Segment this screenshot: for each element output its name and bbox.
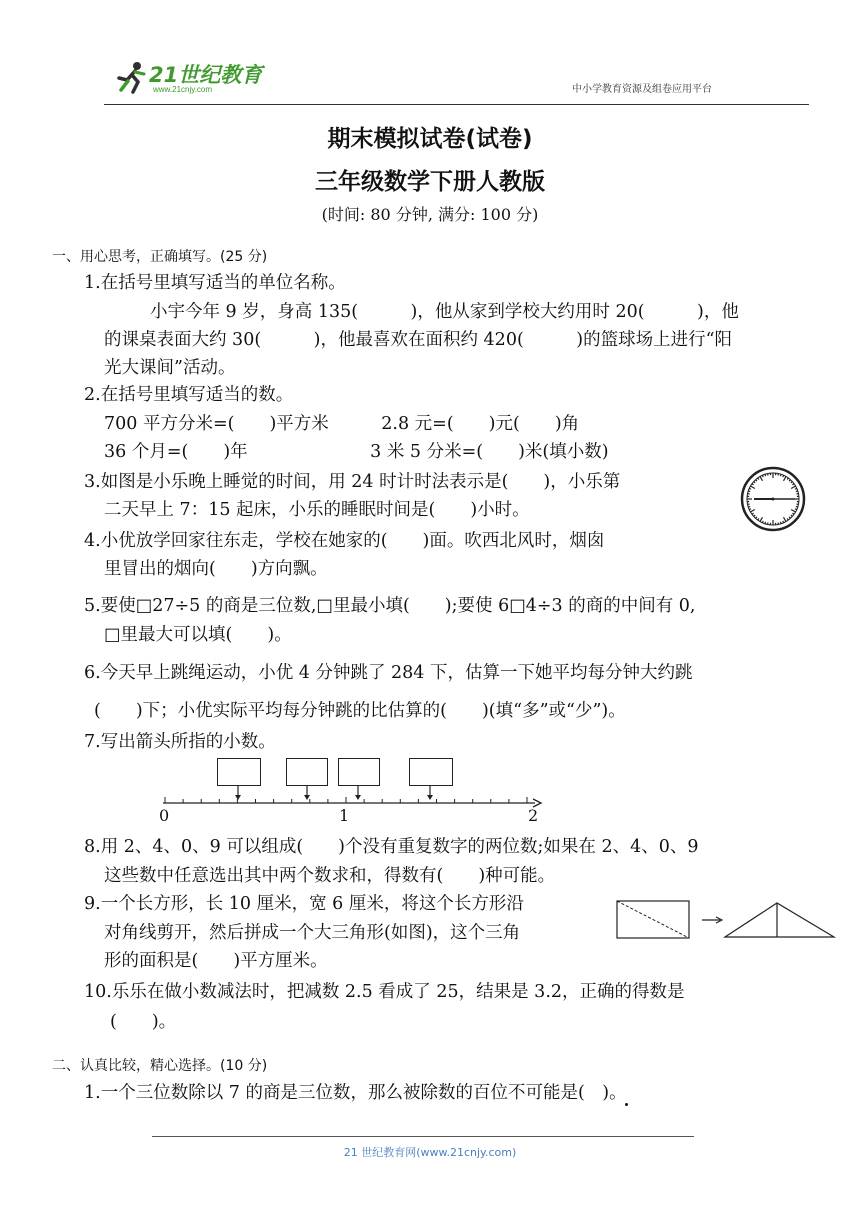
- clock-tick: [780, 522, 781, 524]
- clock-tick: [748, 491, 750, 492]
- question-line: 里冒出的烟向( )方向飘。: [104, 559, 328, 579]
- section-heading: 一、用心思考，正确填写。(25 分): [52, 249, 268, 265]
- number-line-label-0: 0: [159, 806, 170, 825]
- clock-tick: [762, 521, 763, 523]
- question-line: 7.写出箭头所指的小数。: [84, 732, 276, 752]
- clock-tick: [762, 475, 763, 477]
- question-line: 36 个月=( )年 3 米 5 分米=( )米(填小数): [104, 442, 609, 462]
- question-line: □里最大可以填( )。: [104, 625, 292, 645]
- question-line: 对角线剪开，然后拼成一个大三角形(如图)，这个三角: [104, 923, 521, 943]
- answer-box: [286, 758, 328, 786]
- clock-tick: [783, 475, 784, 477]
- question-line: 6.今天早上跳绳运动，小优 4 分钟跳了 284 下，估算一下她平均每分钟大约跳: [84, 663, 693, 683]
- section-heading: 二、认真比较，精心选择。(10 分): [52, 1058, 268, 1074]
- question-line: ( )。: [110, 1012, 177, 1032]
- question-line: 10.乐乐在做小数减法时，把减数 2.5 看成了 25，结果是 3.2，正确的得数是: [84, 982, 685, 1002]
- rectangle-triangle-figure: [612, 893, 842, 943]
- question-line: 700 平方分米=( )平方米 2.8 元=( )元( )角: [104, 414, 580, 434]
- footer-text: 21 世纪教育网(www.21cnjy.com): [343, 1146, 517, 1159]
- question-line: 8.用 2、4、0、9 可以组成( )个没有重复数字的两位数;如果在 2、4、0、9: [84, 837, 699, 857]
- number-line-label-1: 1: [339, 806, 350, 825]
- clock-tick: [783, 521, 784, 523]
- clock-tick: [796, 491, 798, 492]
- question-line: 这些数中任意选出其中两个数求和，得数有( )种可能。: [104, 866, 556, 886]
- answer-box: [217, 758, 261, 786]
- page-subtitle: 三年级数学下册人教版: [315, 169, 545, 195]
- brand-url: www.21cnjy.com: [153, 85, 212, 94]
- question-line: 2.在括号里填写适当的数。: [84, 385, 294, 405]
- clock-tick: [795, 488, 797, 489]
- exam-info: (时间: 80 分钟, 满分: 100 分): [321, 205, 539, 224]
- brand-logo: [113, 58, 283, 100]
- clock-tick: [795, 509, 797, 510]
- clock-tick: [748, 506, 750, 507]
- answer-box: [338, 758, 380, 786]
- clock-tick: [749, 488, 751, 489]
- question-line: 1.在括号里填写适当的单位名称。: [84, 273, 346, 293]
- clock-tick: [780, 474, 781, 476]
- clock-tick: [796, 506, 798, 507]
- brand-name: 21世纪教育: [149, 63, 263, 87]
- emphasis-dot: [625, 1103, 628, 1106]
- clock-icon: [740, 466, 806, 532]
- clock-tick: [765, 522, 766, 524]
- question-line: ( )下；小优实际平均每分钟跳的比估算的( )(填“多”或“少”)。: [94, 701, 626, 721]
- question-line: 形的面积是( )平方厘米。: [104, 951, 328, 971]
- question-line: 二天早上 7：15 起床，小乐的睡眠时间是( )小时。: [104, 500, 530, 520]
- footer-rule: [152, 1136, 694, 1137]
- question-line: 5.要使□27÷5 的商是三位数,□里最小填( );要使 6□4÷3 的商的中间有 0,: [84, 596, 696, 616]
- number-line: [155, 785, 545, 810]
- question-line: 9.一个长方形，长 10 厘米，宽 6 厘米，将这个长方形沿: [84, 894, 524, 914]
- question-line: 光大课间”活动。: [104, 358, 236, 378]
- header-rule: [104, 104, 809, 105]
- platform-text: 中小学教育资源及组卷应用平台: [572, 84, 712, 95]
- question-line: 3.如图是小乐晚上睡觉的时间，用 24 时计时法表示是( )，小乐第: [84, 472, 621, 492]
- clock-tick: [765, 474, 766, 476]
- number-line-label-2: 2: [528, 806, 539, 825]
- runner-icon: [113, 60, 149, 96]
- question-line: 4.小优放学回家往东走，学校在她家的( )面。吹西北风时，烟囱: [84, 531, 605, 551]
- clock-tick: [749, 509, 751, 510]
- question-line: 小宇今年 9 岁，身高 135( )，他从家到学校大约用时 20( )，他: [150, 302, 739, 322]
- page-title: 期末模拟试卷(试卷): [327, 126, 533, 152]
- answer-box: [409, 758, 453, 786]
- question-line: 的课桌表面大约 30( )，他最喜欢在面积约 420( )的篮球场上进行“阳: [104, 330, 733, 350]
- question-line: 1.一个三位数除以 7 的商是三位数，那么被除数的百位不可能是( )。: [84, 1083, 627, 1103]
